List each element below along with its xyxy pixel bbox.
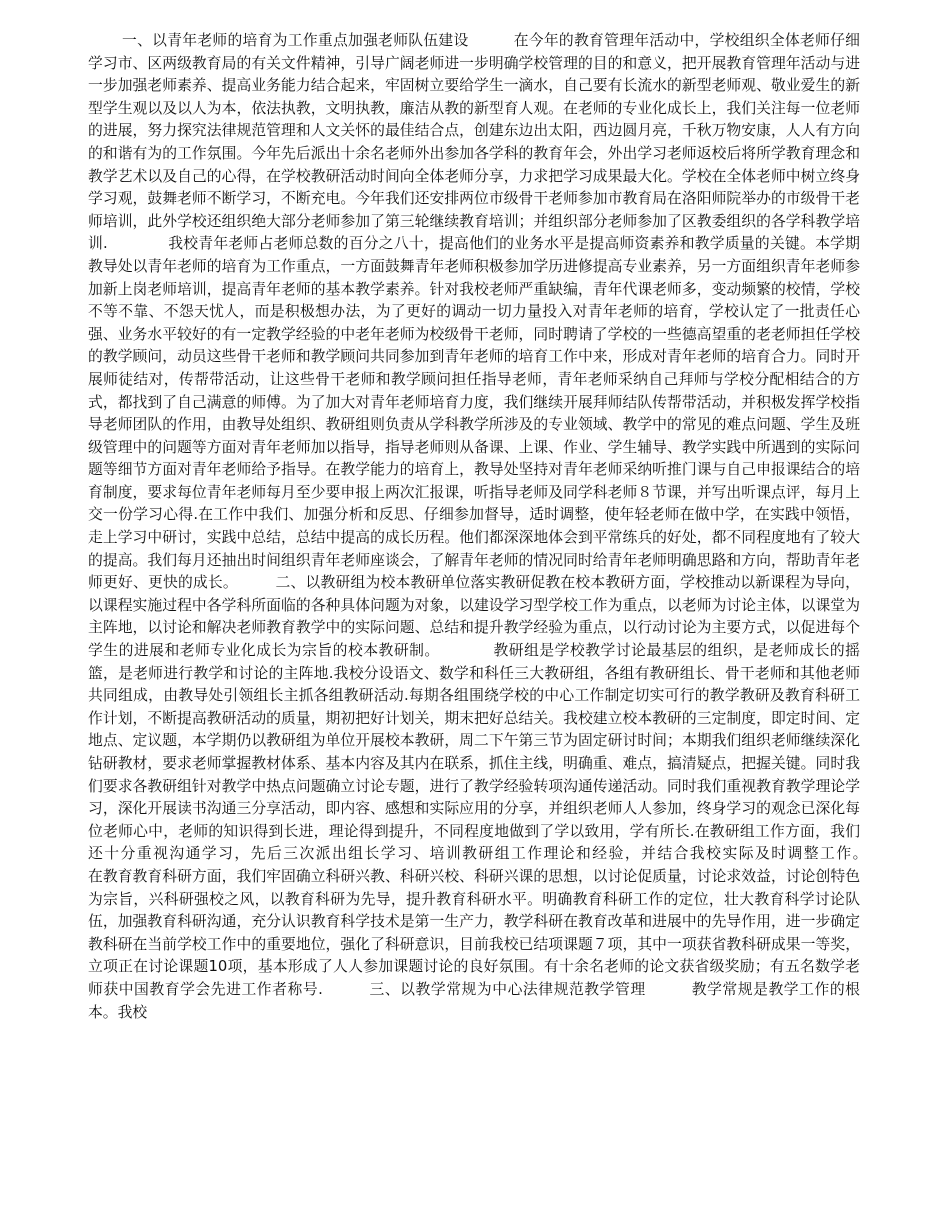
paragraph-4: 教研组是学校教学讨论最基层的组织，是老师成长的摇篮，是老师进行教学和讨论的主阵地.我校分设语文、数学和科任三大教研组，各组有教研组长、骨干老师和其他老师共同组成，由教导处引领组长主抓各组教研活动.每期各组围绕学校的中心工作制定切实可行的教学教研及教育科研工作计划，不断提高教研活动的质量，期初把好计划关，期末把好总结关。我校建立校本教研的三定制度，即定时间、定地点、定议题，本学期仍以教研组为单位开展校本教研，周二下午第三节为固定研讨时间；本期我们组织老师继续深化钻研教材，要求老师掌握教材体系、基本内容及其内在联系，抓住主线，明确重、难点，搞清疑点，把握关键。同时我们要求各教研组针对教学中热点问题确立讨论专题，进行了教学经验转项沟通传递活动。同时我们重视教育教学理论学习，深化开展读书沟通三分享活动，即内容、感想和实际应用的分享，并组织老师人人参加，终身学习的观念已深化每位老师心中，老师的知识得到长进，理论得到提升，不同程度地做到了学以致用，学有所长.在教研组工作方面，我们还十分重视沟通学习，先后三次派出组长学习、培训教研组工作理论和经验，并结合我校实际及时调整工作。 [88, 642, 860, 863]
paragraph-6: 教学常规是教学工作的根本。我校 [88, 980, 860, 1021]
paragraph-1: 在今年的教育管理年活动中，学校组织全体老师仔细学习市、区两级教育局的有关文件精神，引导广阔老师进一步明确学校管理的目的和意义，把开展教育管理年活动与进一步加强老师素养、提高业务能力结合起来，牢固树立要给学生一滴水，自己要有长流水的新型老师观、敬业爱生的新型学生观以及以人为本，依法执教，文明执教，廉洁从教的新型育人观。在老师的专业化成长上，我们关注每一位老师的进展，努力探究法律规范管理和人文关怀的最佳结合点，创建东边出太阳，西边圆月亮，千秋万物安康，人人有方向的和谐有为的工作氛围。今年先后派出十余名老师外出参加各学科的教育年会，外出学习老师返校后将所学教育理念和教学艺术以及自己的心得，在学校教研活动时间向全体老师分享，力求把学习成果最大化。学校在全体老师中树立终身学习观，鼓舞老师不断学习，不断充电。今年我们还安排两位市级骨干老师参加市教育局在洛阳师院举办的市级骨干老师培训，此外学校还组织绝大部分老师参加了第三轮继续教育培训；并组织部分老师参加了区教委组织的各学科教学培训. [88, 32, 860, 253]
paragraph-3: 在校本教研方面，学校推动以新课程为导向，以课程实施过程中各学科所面临的各种具体问题为对象，以建设学习型学校工作为重点，以老师为讨论主体，以课堂为主阵地，以讨论和解决老师教育教学中的实际问题、总结和提升教学经验为重点，以行动讨论为主要方式，以促进每个学生的进展和老师专业化成长为宗旨的校本教研制。 [88, 574, 860, 660]
paragraph-5: 在教育教育科研方面，我们牢固确立科研兴教、科研兴校、科研兴课的思想，以讨论促质量，讨论求效益，讨论创特色为宗旨，兴科研强校之风，以教育科研为先导，提升教育科研水平。明确教育科研工作的定位，壮大教育科学讨论队伍，加强教育科研沟通，充分认识教育科学技术是第一生产力，教学科研在教育改革和进展中的先导作用，进一步确定教科研在当前学校工作中的重要地位，强化了科研意识，目前我校已结项课题７项，其中一项获省教科研成果一等奖，立项正在讨论课题10项，基本形成了人人参加课题讨论的良好氛围。有十余名老师的论文获省级奖励；有五名数学老师获中国教育学会先进工作者称号. [88, 867, 860, 998]
document-body [88, 30, 860, 1024]
section-heading-3: 三、以教学常规为中心法律规范教学管理 [369, 980, 646, 998]
section-heading-2: 二、以教研组为校本教研单位落实教研促教 [275, 574, 561, 592]
paragraph-2: 我校青年老师占老师总数的百分之八十，提高他们的业务水平是提高师资素养和教学质量的关键。本学期教导处以青年老师的培育为工作重点，一方面鼓舞青年老师积极参加学历进修提高专业素养，另一方面组织青年老师参加新上岗老师培训，提高青年老师的基本教学素养。针对我校老师严重缺编，青年代课老师多，变动频繁的校情，学校不等不靠、不怨天忧人，而是积极想办法，为了更好的调动一切力量投入对青年老师的培育，学校认定了一批责任心强、业务水平较好的有一定教学经验的中老年老师为校级骨干老师，同时聘请了学校的一些德高望重的老老师担任学校的教学顾问，动员这些骨干老师和教学顾问共同参加到青年老师的培育工作中来，形成对青年老师的培育合力。同时开展师徒结对，传帮带活动，让这些骨干老师和教学顾问担任指导老师，青年老师采纳自己拜师与学校分配相结合的方式，都找到了自己满意的师傅。为了加大对青年老师培育力度，我们继续开展拜师结队传帮带活动，并积极发挥学校指导老师团队的作用，由教导处组织、教研组则负责从学科教学所涉及的专业领域、教学中的常见的难点问题、学生及班级管理中的问题等方面对青年老师加以指导，指导老师则从备课、上课、作业、学生辅导、教学实践中所遇到的实际问题等细节方面对青年老师给予指导。在教学能力的培育上，教导处坚持对青年老师采纳听推门课与自己申报课结合的培育制度，要求每位青年老师每月至少要申报上两次汇报课，听指导老师及同学科老师８节课，并写出听课点评，每月上交一份学习心得.在工作中我们、加强分析和反思、仔细参加督导，适时调整，使年轻老师在做中学，在实践中领悟，走上学习中研讨，实践中总结，总结中提高的成长历程。他们都深深地体会到平常练兵的好处，都不同程度地有了较大的提高。我们每月还抽出时间组织青年老师座谈会，了解青年老师的情况同时给青年老师明确思路和方向，帮助青年老师更好、更快的成长。 [88, 235, 860, 592]
section-heading-1: 一、以青年老师的培育为工作重点加强老师队伍建设 [122, 32, 469, 49]
